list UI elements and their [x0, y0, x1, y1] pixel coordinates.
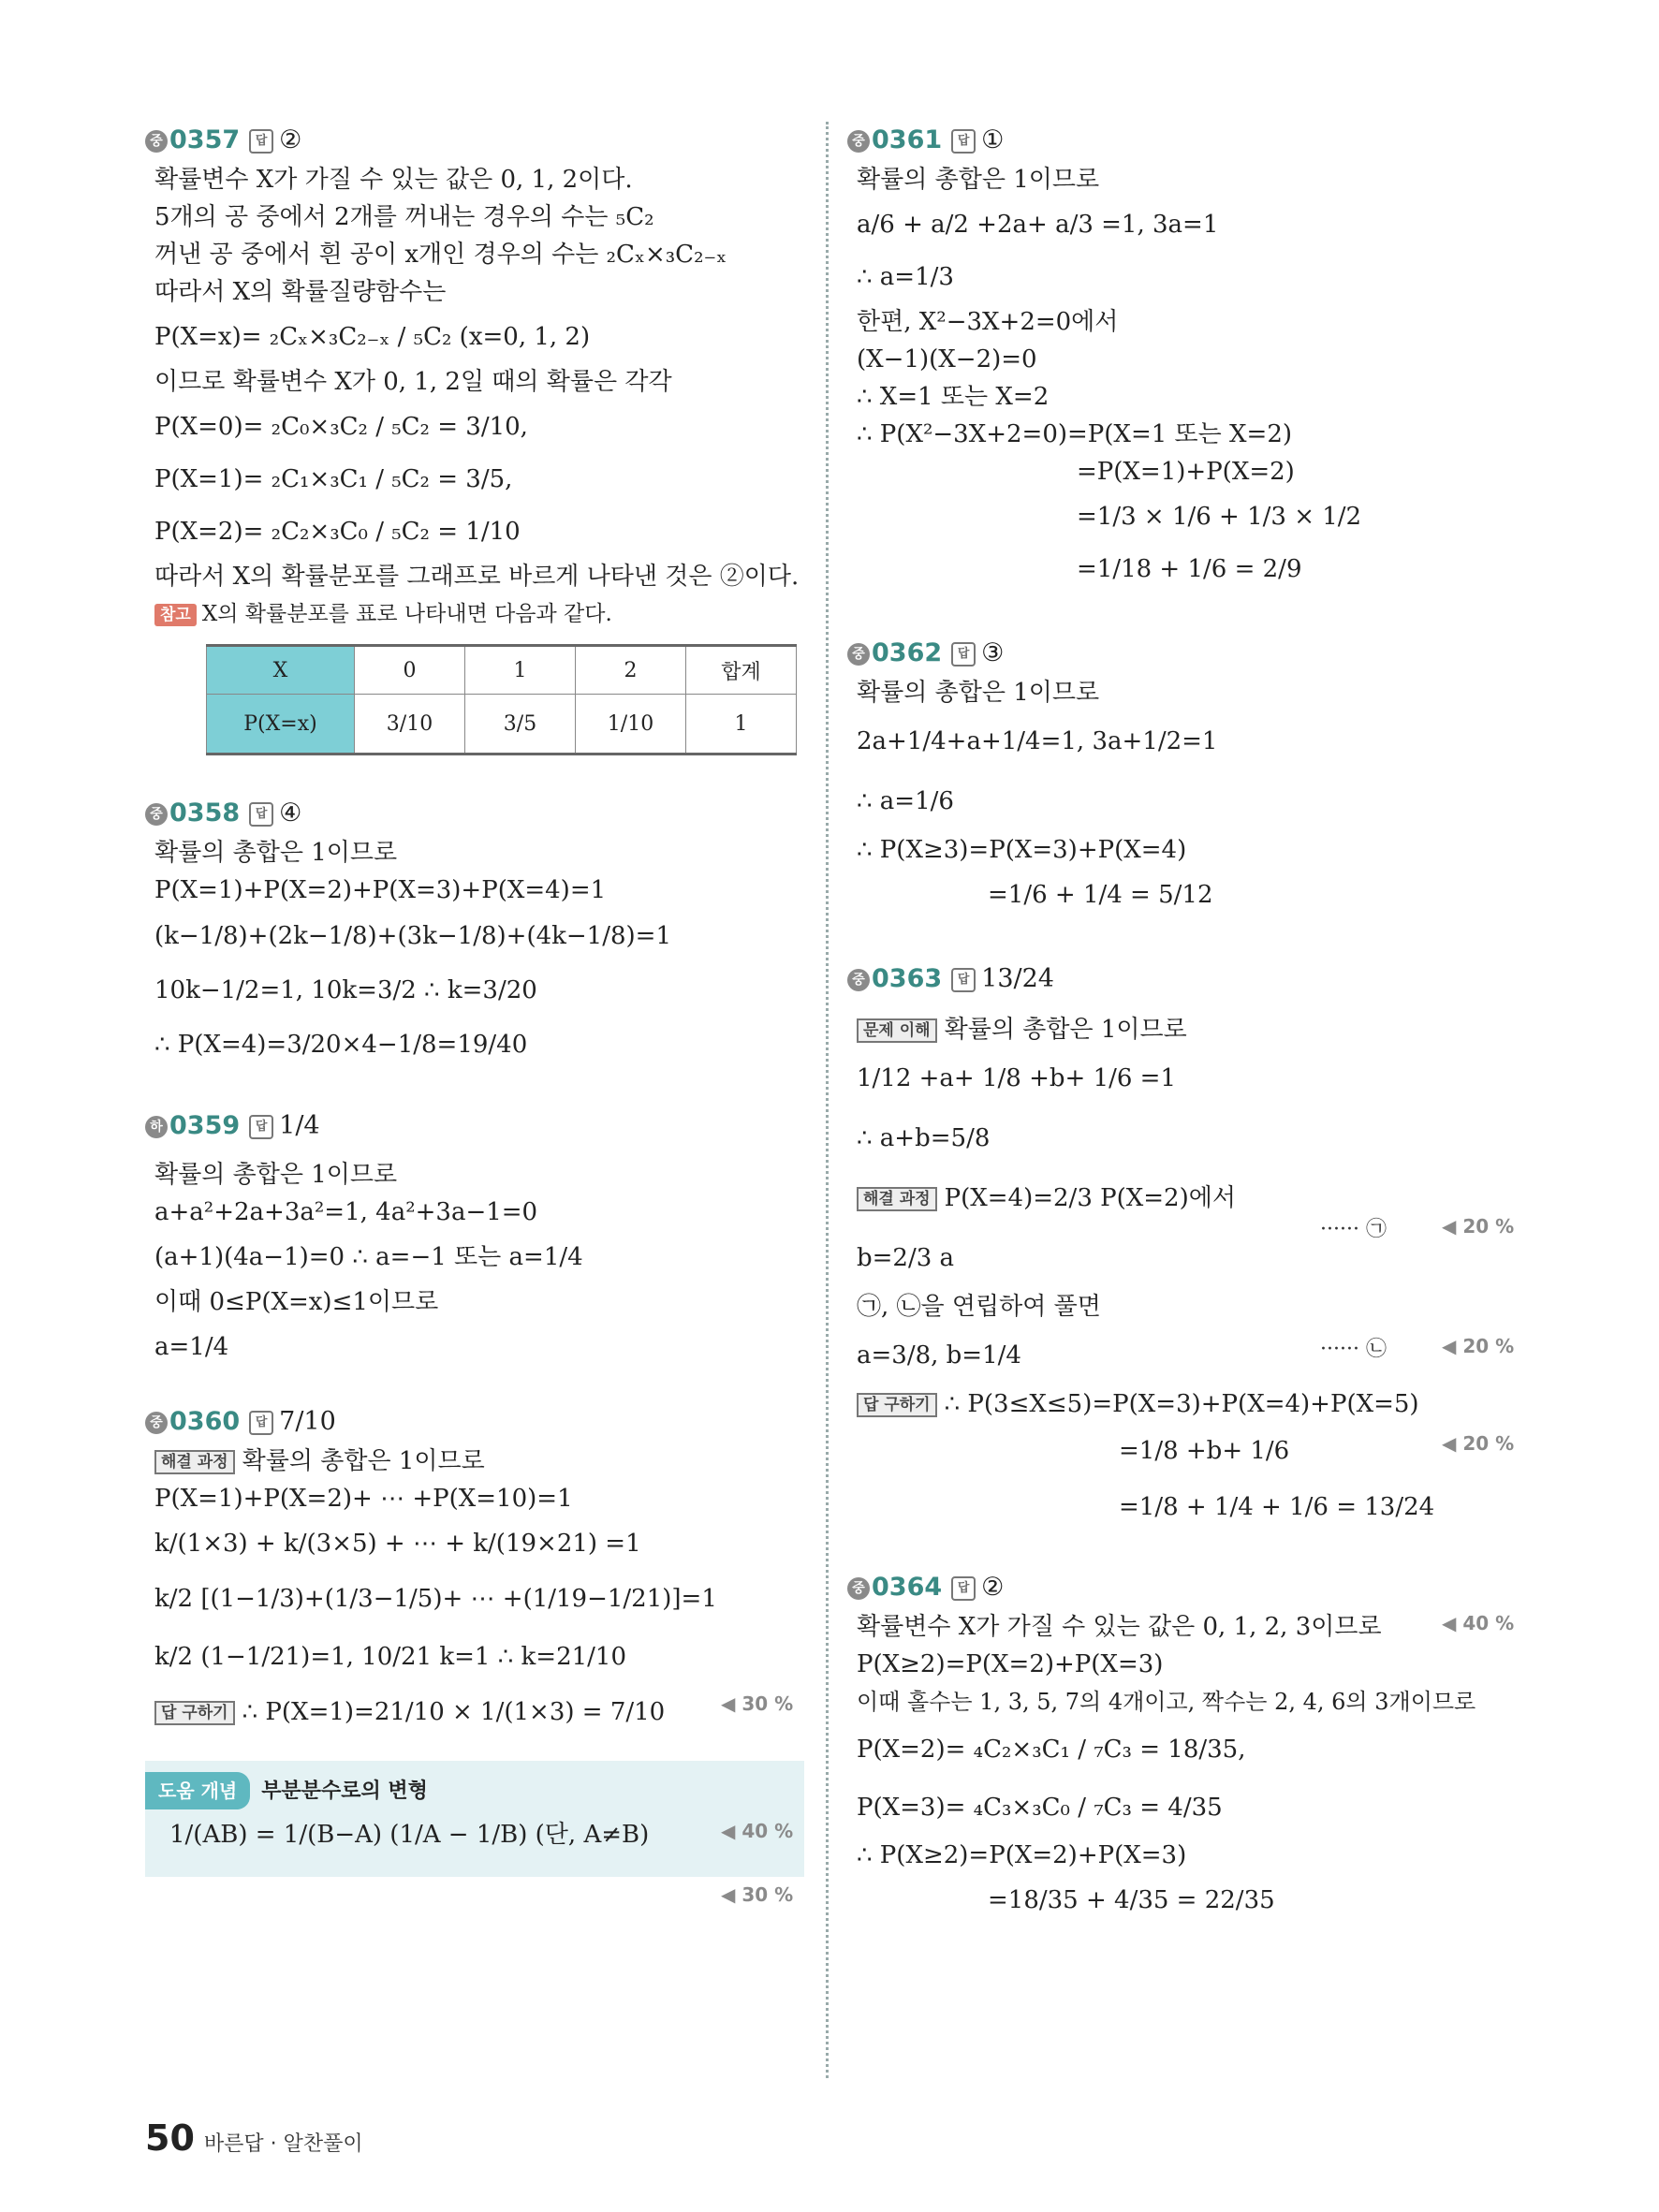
problem-header-0362 [847, 633, 1521, 674]
step-tag: 해결 과정 [857, 1187, 937, 1211]
problem-number: 0359 [169, 1111, 241, 1140]
answer-icon: 답 [951, 129, 976, 154]
score-mark: ◀ 40 % [721, 1820, 794, 1842]
step-text: 확률의 총합은 1이므로 [944, 1016, 1187, 1044]
answer-value: ④ [279, 798, 302, 828]
solution-line: =1/3 × 1/6 + 1/3 × 1/2 [1077, 503, 1362, 531]
table-cell: 합계 [686, 646, 797, 695]
answer-value: ③ [981, 638, 1005, 667]
solution-line: =18/35 + 4/35 = 22/35 [988, 1886, 1275, 1914]
solution-line: 확률의 총합은 1이므로 [857, 166, 1100, 194]
page-number: 50 [145, 2117, 195, 2159]
solution-line: ∴ P(X²−3X+2=0)=P(X=1 또는 X=2) [857, 420, 1293, 448]
solution-line: 꺼낸 공 중에서 흰 공이 x개인 경우의 수는 ₂Cₓ×₃C₂₋ₓ [154, 241, 727, 269]
right-column [847, 120, 1521, 1926]
solution-line: ∴ P(X≥2)=P(X=2)+P(X=3) [857, 1841, 1187, 1869]
answer-value: ② [981, 1573, 1005, 1602]
solution-line: =1/8 +b+ 1/6 [1119, 1437, 1290, 1465]
step-text: ∴ P(X=1)=21/10 × 1/(1×3) = 7/10 [242, 1698, 666, 1726]
column-divider [826, 122, 829, 2078]
step-tag: 답 구하기 [857, 1393, 937, 1417]
step-tag: 해결 과정 [154, 1450, 235, 1474]
solution-line: ㉠, ㉡을 연립하여 풀면 [857, 1293, 1101, 1321]
solution-line: =1/6 + 1/4 = 5/12 [988, 881, 1213, 909]
solution-line [145, 1686, 800, 1738]
solution-line: a+a²+2a+3a²=1, 4a²+3a−1=0 [154, 1198, 538, 1226]
problem-number: 0360 [169, 1407, 241, 1436]
book-title: 바른답 · 알찬풀이 [203, 2132, 363, 2156]
score-mark: ◀ 30 % [721, 1883, 794, 1906]
solution-line: k/2 (1−1/21)=1, 10/21 k=1 ∴ k=21/10 [154, 1643, 626, 1671]
solution-line: P(X≥2)=P(X=2)+P(X=3) [857, 1650, 1164, 1678]
answer-value: 13/24 [981, 964, 1054, 993]
solution-line: 따라서 X의 확률질량함수는 [154, 278, 447, 306]
problem-header-0361 [847, 120, 1521, 161]
solution-line: 5개의 공 중에서 2개를 꺼내는 경우의 수는 ₅C₂ [154, 203, 654, 231]
problem-header-0360 [145, 1401, 800, 1443]
solution-line: (a+1)(4a−1)=0 ∴ a=−1 또는 a=1/4 [154, 1243, 583, 1271]
note-text: X의 확률분포를 표로 나타내면 다음과 같다. [201, 602, 612, 626]
solution-line: 확률변수 X가 가질 수 있는 값은 0, 1, 2이다. [154, 166, 633, 194]
answer-icon: 답 [249, 1115, 273, 1139]
solution-line: 1/12 +a+ 1/8 +b+ 1/6 =1 [857, 1064, 1177, 1092]
solution-line: 따라서 X의 확률분포를 그래프로 바르게 나타낸 것은 ②이다. [154, 563, 800, 591]
score-mark: ◀ 40 % [1442, 1612, 1515, 1634]
table-cell: 1/10 [576, 695, 686, 754]
answer-icon: 답 [951, 968, 976, 992]
step-tag: 답 구하기 [154, 1701, 235, 1725]
marker-1: ······ ㉠ [1320, 1218, 1387, 1241]
solution-line: 한편, X²−3X+2=0에서 [857, 308, 1119, 336]
solution-line: =P(X=1)+P(X=2) [1077, 458, 1295, 486]
problem-header-0359 [145, 1106, 800, 1147]
table-cell: P(X=x) [207, 695, 355, 754]
solution-line: 이때 0≤P(X=x)≤1이므로 [154, 1288, 439, 1316]
level-badge: 중 [145, 1412, 168, 1434]
table-cell: 1 [686, 695, 797, 754]
solution-line: ∴ a=1/6 [857, 787, 954, 815]
solution-line: 확률의 총합은 1이므로 [857, 679, 1100, 707]
solution-line: a=3/8, b=1/4 [857, 1341, 1021, 1370]
problem-header-0364 [847, 1567, 1521, 1608]
solution-line: b=2/3 a [857, 1244, 955, 1272]
table-cell: 0 [355, 646, 465, 695]
answer-value: 7/10 [279, 1407, 336, 1436]
solution-line: ∴ P(X=4)=3/20×4−1/8=19/40 [154, 1031, 528, 1059]
solution-line: ∴ a+b=5/8 [857, 1124, 991, 1152]
solution-line: ∴ X=1 또는 X=2 [857, 383, 1050, 411]
distribution-table [206, 644, 797, 755]
level-badge: 중 [847, 1577, 870, 1600]
step-text: P(X=4)=2/3 P(X=2)에서 [944, 1184, 1236, 1212]
solution-line: k/(1×3) + k/(3×5) + ⋯ + k/(19×21) =1 [154, 1530, 641, 1558]
level-badge: 하 [145, 1116, 168, 1138]
solution-line: (X−1)(X−2)=0 [857, 345, 1037, 374]
solution-line: 확률변수 X가 가질 수 있는 값은 0, 1, 2, 3이므로 [857, 1613, 1382, 1641]
table-cell: 2 [576, 646, 686, 695]
solution-line [847, 1385, 1521, 1423]
solution-line: P(X=1)+P(X=2)+P(X=3)+P(X=4)=1 [154, 876, 607, 904]
solution-line: P(X=1)+P(X=2)+ ⋯ +P(X=10)=1 [154, 1485, 573, 1513]
marker-2: ······ ㉡ [1320, 1338, 1387, 1361]
level-badge: 중 [847, 969, 870, 991]
answer-icon: 답 [249, 802, 273, 827]
solution-line: 10k−1/2=1, 10k=3/2 ∴ k=3/20 [154, 976, 537, 1004]
problem-header-0363 [847, 959, 1521, 1000]
solution-line: ∴ P(X≥3)=P(X=3)+P(X=4) [857, 836, 1187, 864]
concept-heading: 부분분수로의 변형 [261, 1780, 428, 1803]
score-mark: ◀ 20 % [1442, 1215, 1515, 1238]
answer-icon: 답 [249, 1411, 273, 1435]
problem-number: 0364 [872, 1573, 943, 1602]
table-cell: 3/5 [465, 695, 576, 754]
solution-line: 확률의 총합은 1이므로 [154, 839, 398, 867]
solution-line: P(X=1)= ₂C₁×₃C₁ / ₅C₂ = 3/5, [154, 465, 513, 493]
table-row [207, 646, 797, 695]
step-tag: 문제 이해 [857, 1018, 937, 1043]
score-mark: ◀ 20 % [1442, 1335, 1515, 1357]
solution-line: (k−1/8)+(2k−1/8)+(3k−1/8)+(4k−1/8)=1 [154, 922, 671, 950]
concept-title: 도움 개념 [145, 1772, 250, 1809]
solution-line [847, 1168, 1521, 1228]
solution-line: =1/18 + 1/6 = 2/9 [1077, 555, 1302, 583]
solution-line: 이때 홀수는 1, 3, 5, 7의 4개이고, 짝수는 2, 4, 6의 3개이므로 [857, 1689, 1476, 1715]
step-text: ∴ P(3≤X≤5)=P(X=3)+P(X=4)+P(X=5) [944, 1390, 1419, 1418]
solution-line: k/2 [(1−1/3)+(1/3−1/5)+ ⋯ +(1/19−1/21)]=1 [154, 1585, 717, 1613]
problem-number: 0362 [872, 638, 943, 667]
table-row [207, 695, 797, 754]
solution-line: =1/8 + 1/4 + 1/6 = 13/24 [1119, 1493, 1435, 1521]
problem-number: 0357 [169, 125, 241, 154]
solution-line: 이므로 확률변수 X가 0, 1, 2일 때의 확률은 각각 [154, 368, 672, 396]
level-badge: 중 [145, 130, 168, 153]
answer-icon: 답 [951, 1576, 976, 1601]
note-line [145, 595, 800, 633]
solution-line: ∴ a=1/3 [857, 263, 954, 291]
solution-line: 2a+1/4+a+1/4=1, 3a+1/2=1 [857, 727, 1218, 755]
solution-line: P(X=0)= ₂C₀×₃C₂ / ₅C₂ = 3/10, [154, 413, 528, 441]
problem-header-0357 [145, 120, 800, 161]
problem-number: 0363 [872, 964, 943, 993]
problem-number: 0358 [169, 798, 241, 828]
solution-line: P(X=2)= ₂C₂×₃C₀ / ₅C₂ = 1/10 [154, 518, 521, 546]
score-mark: ◀ 20 % [1442, 1432, 1515, 1455]
solution-line: a/6 + a/2 +2a+ a/3 =1, 3a=1 [857, 211, 1219, 239]
solution-line: a=1/4 [154, 1333, 229, 1361]
answer-icon: 답 [249, 129, 273, 154]
solution-line: P(X=x)= ₂Cₓ×₃C₂₋ₓ / ₅C₂ (x=0, 1, 2) [154, 323, 591, 351]
page-footer [145, 2117, 363, 2159]
solution-line: P(X=3)= ₄C₃×₃C₀ / ₇C₃ = 4/35 [857, 1794, 1223, 1822]
solution-line: 확률의 총합은 1이므로 [154, 1161, 398, 1189]
step-text: 확률의 총합은 1이므로 [242, 1447, 485, 1475]
table-cell: X [207, 646, 355, 695]
level-badge: 중 [847, 643, 870, 666]
table-cell: 3/10 [355, 695, 465, 754]
problem-header-0358 [145, 793, 800, 834]
solution-line [847, 1011, 1521, 1048]
left-column [145, 120, 800, 1877]
level-badge: 중 [847, 130, 870, 153]
solution-line [145, 1443, 800, 1480]
concept-formula: 1/(AB) = 1/(B−A) (1/A − 1/B) (단, A≠B) [169, 1821, 650, 1849]
table-cell: 1 [465, 646, 576, 695]
concept-box [145, 1761, 804, 1877]
answer-icon: 답 [951, 642, 976, 667]
note-badge: 참고 [154, 604, 197, 626]
answer-value: ① [981, 125, 1005, 154]
solution-line: P(X=2)= ₄C₂×₃C₁ / ₇C₃ = 18/35, [857, 1736, 1246, 1764]
answer-value: ② [279, 125, 302, 154]
problem-number: 0361 [872, 125, 943, 154]
score-mark: ◀ 30 % [721, 1692, 794, 1715]
answer-value: 1/4 [279, 1111, 320, 1140]
level-badge: 중 [145, 803, 168, 826]
